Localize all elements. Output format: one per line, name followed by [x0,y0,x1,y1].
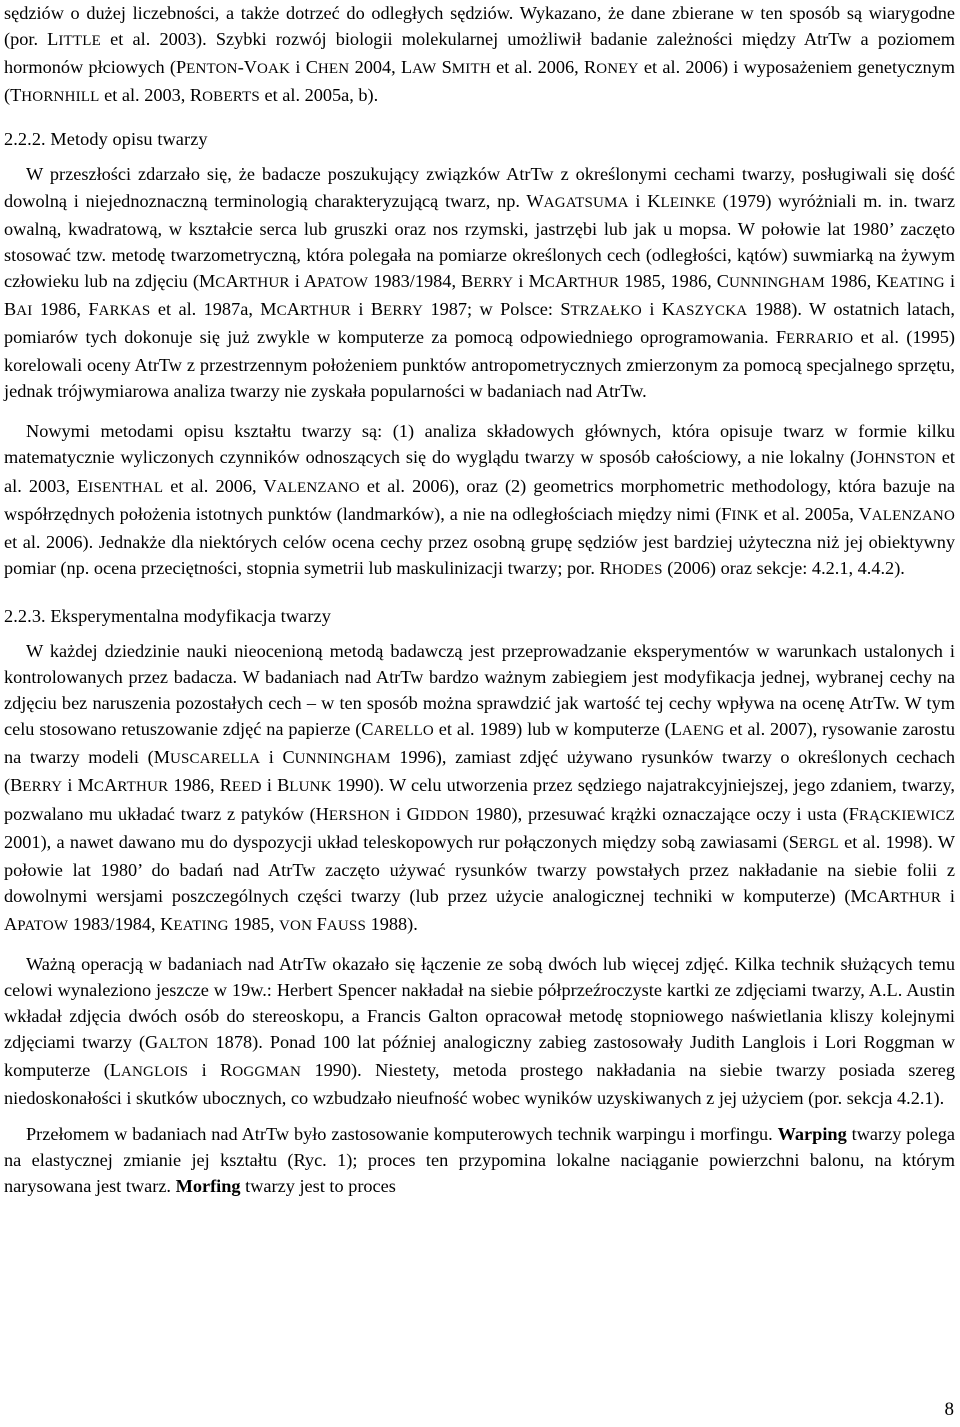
page-number: 8 [944,1399,954,1420]
section-heading-2-2-2: 2.2.2. Metody opisu twarzy [4,129,208,150]
paragraph-warping-morphing: Przełomem w badaniach nad AtrTw było zastosowanie komputerowych technik warpingu i morfingu. Warping twarzy polega na elastycznej zmianie jej kształtu (Ryc. 1); proces ten przypomina lokalne naciąganie powierzchni balonu, na którym narysowana jest twarz. Morfing twarzy jest to proces [4,1123,956,1196]
paragraph-experimental-modification: W każdej dziedzinie nauki nieocenioną metodą badawczą jest przeprowadzanie eksperymentów w warunkach ustalonych i kontrolowanych przez badacza. W badaniach nad AtrTw bardzo ważnym zabiegiem jest modyfikacja jednej, wybranej cechy na zdjęciu bez naruszenia pozostałych cech – w ten sposób można sprawdzić jak wartość tej cechy wpływa na ocenę AtrTw. W tym celu stosowano retuszowanie zdjęć na papierze (CARELLO et al. 1989) lub w komputerze (LAENG et al. 2007), rysowanie zarostu na twarzy modeli (MUSCARELLA i CUNNINGHAM 1996), zamiast zdjęć używano rysunków twarzy o określonych cechach (BERRY i MCARTHUR 1986, REED i BLUNK 1990). W celu utworzenia przez sędziego najatrakcyjniejszej, jego zdaniem, twarzy, pozwalano mu układać twarz z patyków (HERSHON i GIDDON 1980), przesuwać krążki oznaczające oczy i usta (FRĄCKIEWICZ 2001), a nawet dawano mu do dyspozycji układ teleskopowych rur połączonych między sobą zawiasami (SERGL et al. 1998). W połowie lat 1980’ do badań nad AtrTw zaczęto używać rysunków twarzy powstałych przez nakładanie na siebie folii z dowolnymi wersjami poszczególnych części twarzy (lub przez użycie analogicznej techniki w komputerze) (MCARTHUR i APATOW 1983/1984, KEATING 1985, VON FAUSS 1988). [4,640,956,934]
document-page [4,0,955,1199]
term-warping: Warping [777,1123,847,1144]
paragraph-new-shape-methods: Nowymi metodami opisu kształtu twarzy są: (1) analiza składowych głównych, która opisuje twarz w formie kilku matematycznie wyliczonych czynników odnoszących się do wyglądu twarzy w sposób całościowy, a nie lokalny (JOHNSTON et al. 2003, EISENTHAL et al. 2006, VALENZANO et al. 2006), oraz (2) geometrics morphometric methodology, która bazuje na współrzędnych położenia istotnych punktów (landmarków), a nie na odległościach między nimi (FINK et al. 2005a, VALENZANO et al. 2006). Jednakże dla niektórych celów ocena cechy przez osobną grupę sędziów jest bardziej użyteczna niż jej obiektywny pomiar (np. ocena przeciętności, stopnia symetrii lub maskulinizacji twarzy; por. RHODES (2006) oraz sekcje: 4.2.1, 4.4.2). [4,421,956,578]
continuation-paragraph: sędziów o dużej liczebności, a także dotrzeć do odległych sędziów. Wykazano, że dane zbierane w ten sposób są wiarygodne (por. LITTLE et al. 2003). Szybki rozwój biologii molekularnej umożliwił badanie zależności między AtrTw a poziomem hormonów płciowych (PENTON-VOAK i CHEN 2004, LAW SMITH et al. 2006, RONEY et al. 2006) i wyposażeniem genetycznym (THORNHILL et al. 2003, ROBERTS et al. 2005a, b). [4,3,955,106]
term-morfing: Morfing [175,1175,241,1196]
paragraph-face-description-methods: W przeszłości zdarzało się, że badacze poszukujący związków AtrTw z określonymi cechami twarzy, posługiwali się dość dowolną i niejednoznaczną terminologią charakteryzującą twarz, np. WAGATSUMA i KLEINKE (1979) wyróżniali m. in. twarz owalną, kwadratową, w kształcie serca lub gruszki oraz nos rzymski, jastrzębi lub jak u mopsa. W połowie lat 1980’ zaczęto stosować tzw. metodę twarzometryczną, która polegała na pomiarze określonych cech (odległości, kątów) suwmiarką na żywym człowieku lub na zdjęciu (MCARTHUR i APATOW 1983/1984, BERRY i MCARTHUR 1985, 1986, CUNNINGHAM 1986, KEATING i BAI 1986, FARKAS et al. 1987a, MCARTHUR i BERRY 1987; w Polsce: STRZAŁKO i KASZYCKA 1988). W ostatnich latach, pomiarów tych dokonuje się już zwykle w komputerze za pomocą odpowiedniego oprogramowania. FERRARIO et al. (1995) korelowali oceny AtrTw z przestrzennym położeniem punktów antropometrycznych zmierzonym za pomocą specjalnego sprzętu, jednak trójwymiarowa analiza twarzy nie zyskała popularności w badaniach nad AtrTw. [4,164,956,402]
section-heading-2-2-3: 2.2.3. Eksperymentalna modyfikacja twarzy [4,605,331,626]
paragraph-image-combining: Ważną operacją w badaniach nad AtrTw okazało się łączenie ze sobą dwóch lub więcej zdjęć. Kilka technik służących temu celowi wynaleziono jeszcze w 19w.: Herbert Spencer nakładał na siebie półprzeźroczyste kartki ze zdjęciami twarzy, A.L. Austin wkładał zdjęcia dwóch osób do stereoskopu, a Francis Galton opracował metodę stopniowego naświetlania kliszy kolejnymi zdjęciami twarzy (GALTON 1878). Ponad 100 lat później analogiczny zabieg zastosowały Judith Langlois i Lori Roggman w komputerze (LANGLOIS i ROGGMAN 1990). Niestety, metoda prostego nakładania na siebie twarzy posiada szereg niedoskonałości i skutków ubocznych, co wzbudzało nieufność wobec wyników uzyskiwanych z jej użyciem (por. sekcja 4.2.1). [4,954,955,1109]
